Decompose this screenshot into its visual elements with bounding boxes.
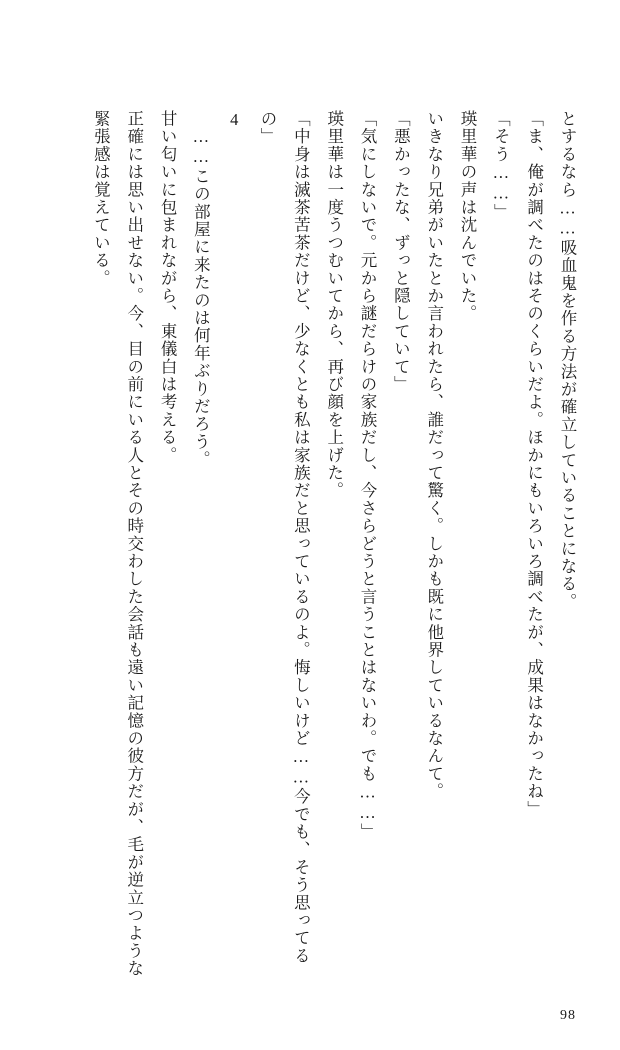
- section-number: 4: [224, 110, 244, 131]
- paragraph: とするなら……吸血鬼を作る方法が確立していることになる。: [558, 110, 577, 611]
- paragraph: 瑛里華は一度うつむいてから、再び顔を上げた。: [324, 110, 344, 500]
- vertical-text-body: [36, 110, 584, 990]
- paragraph: 「中身は滅茶苦茶だけど、少なくとも私は家族だと思っているのよ。悔しいけど……今でも、そう思ってるの」: [258, 110, 311, 965]
- paragraph: 「気にしないで。元から謎だらけの家族だし、今さらどうと言うことはないわ。でも……」: [358, 110, 378, 841]
- paragraph: 「そう……」: [491, 110, 511, 222]
- paragraph: いきなり兄弟がいたとか言われたら、誰だって驚く。しかも既に他界しているなんて。: [424, 110, 444, 801]
- page-number: 98: [560, 1008, 576, 1023]
- paragraph: 正確には思い出せない。今、目の前にいる人とその時交わした会話も遠い記憶の彼方だが、毛が逆立つような緊張感は覚えている。: [91, 110, 144, 978]
- paragraph: 甘い匂いに包まれながら、東儀白は考える。: [158, 110, 178, 464]
- paragraph: 「悪かったな、ずっと隠していて」: [391, 110, 411, 394]
- paragraph: 瑛里華の声は沈んでいた。: [458, 110, 478, 323]
- paragraph: ……この部屋に来たのは何年ぶりだろう。: [191, 126, 211, 468]
- paragraph: 「ま、俺が調べたのはそのくらいだよ。ほかにもいろいろ調べたが、成果はなかったね」: [524, 110, 544, 818]
